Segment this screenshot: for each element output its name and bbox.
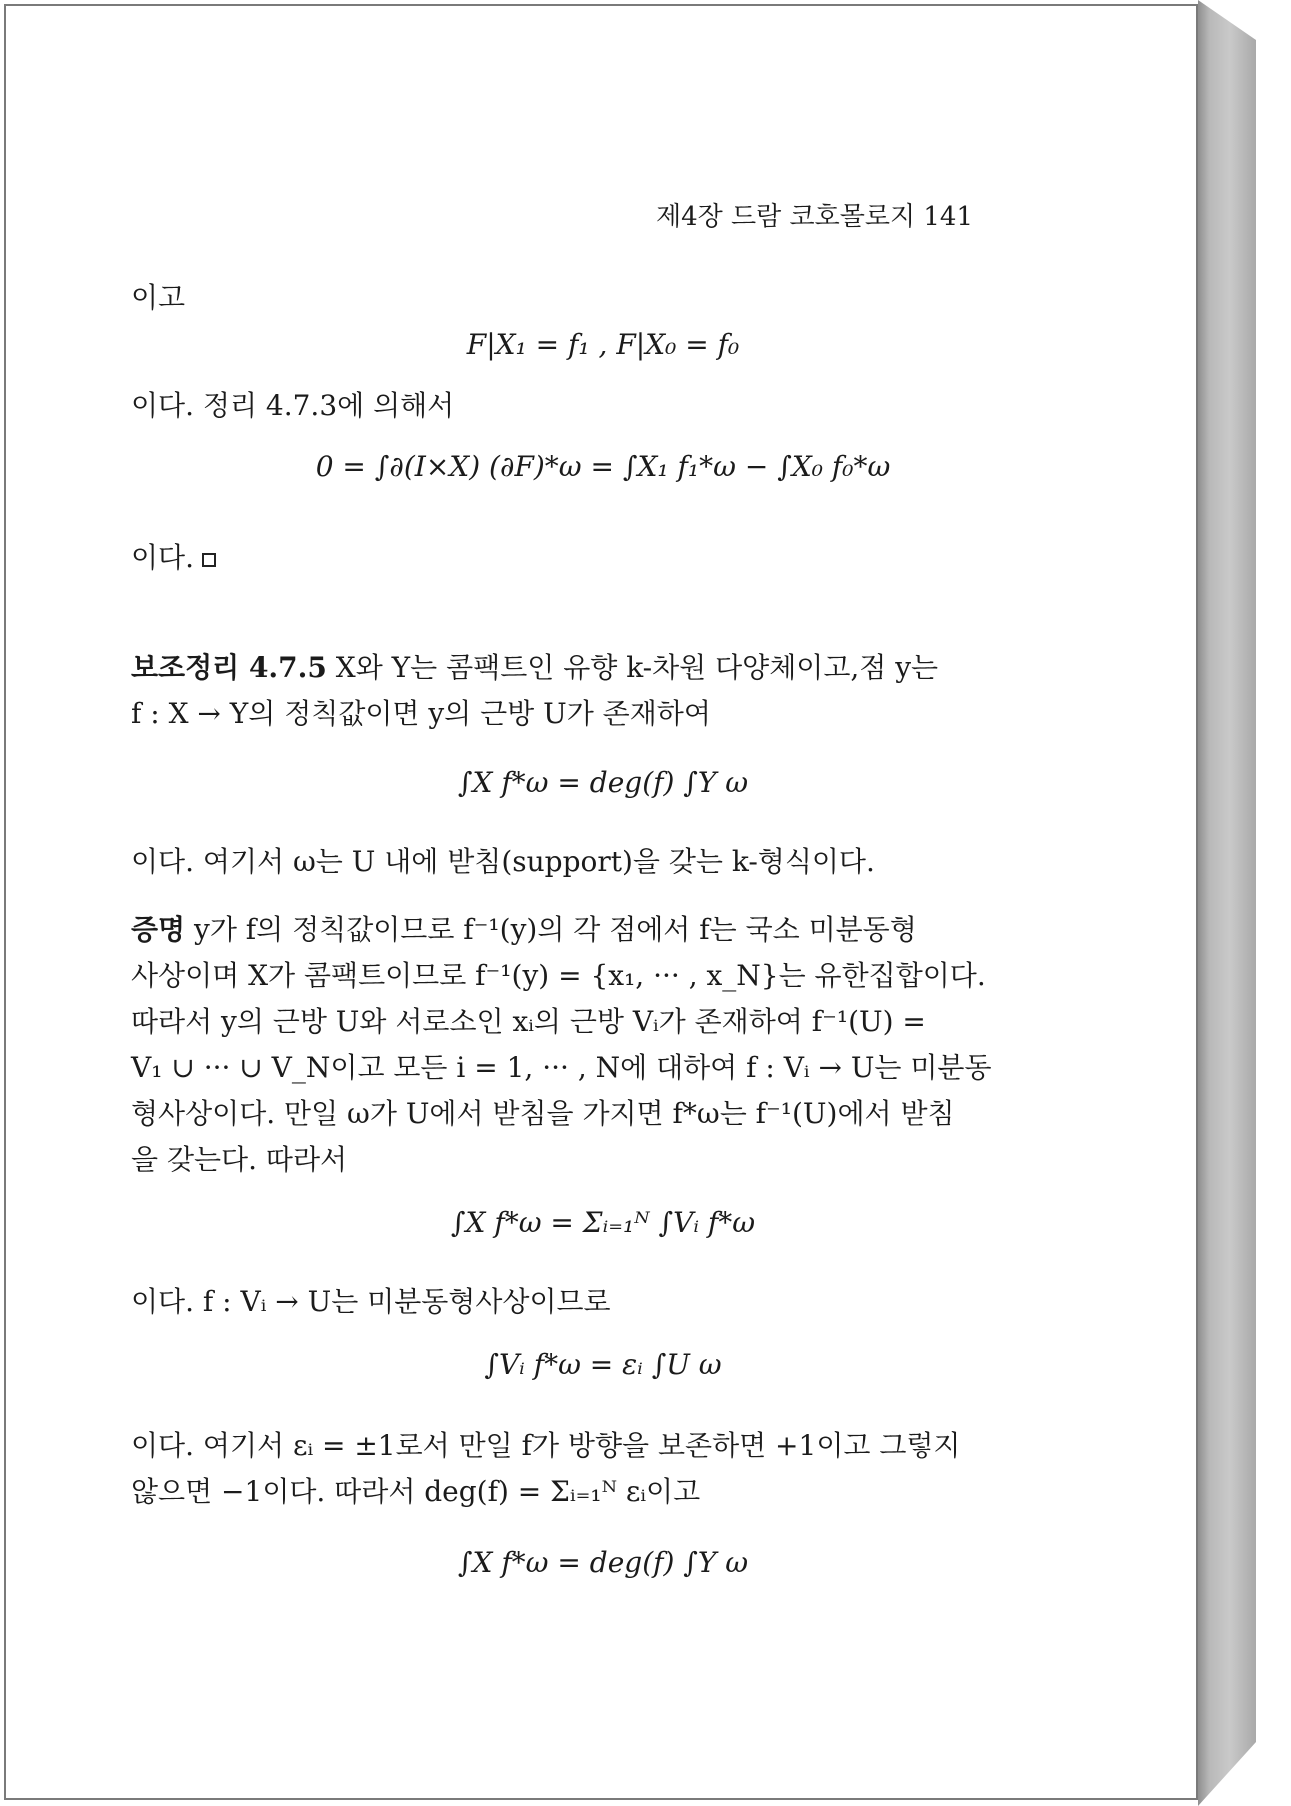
running-header: 제4장 드람 코호몰로지 141 xyxy=(656,202,974,232)
text-line: 이다. 정리 4.7.3에 의해서 xyxy=(131,389,455,422)
proof-label: 증명 xyxy=(131,913,186,946)
equation: 0 = ∫∂(I×X) (∂F)*ω = ∫X₁ f₁*ω − ∫X₀ f₀*ω xyxy=(315,450,891,483)
text-fragment: 이다. xyxy=(131,541,194,574)
equation: ∫Vᵢ f*ω = εᵢ ∫U ω xyxy=(484,1348,722,1381)
equation: ∫X f*ω = deg(f) ∫Y ω xyxy=(457,766,749,799)
lemma-line-2: f : X → Y의 정칙값이면 y의 근방 U가 존재하여 xyxy=(131,697,711,730)
text-line xyxy=(131,538,216,578)
lemma-label: 보조정리 4.7.5 xyxy=(131,651,327,684)
proof-line: V₁ ∪ ··· ∪ V_N이고 모든 i = 1, ··· , N에 대하여 f : Vᵢ → U는 미분동 xyxy=(131,1051,992,1084)
equation: F|X₁ = f₁ , F|X₀ = f₀ xyxy=(466,328,740,361)
proof-line: 사상이며 X가 콤팩트이므로 f⁻¹(y) = {x₁, ··· , x_N}는 유한집합이다. xyxy=(131,959,986,992)
equation: ∫X f*ω = Σᵢ₌₁ᴺ ∫Vᵢ f*ω xyxy=(450,1206,756,1239)
proof-line-1 xyxy=(131,910,917,950)
text-line: 않으면 −1이다. 따라서 deg(f) = Σᵢ₌₁ᴺ εᵢ이고 xyxy=(131,1475,701,1508)
book-spine xyxy=(1198,0,1256,1806)
proof-line: 을 갖는다. 따라서 xyxy=(131,1143,348,1176)
qed-square-icon xyxy=(202,553,216,567)
text-line: 이고 xyxy=(131,281,186,314)
proof-text: y가 f의 정칙값이므로 f⁻¹(y)의 각 점에서 f는 국소 미분동형 xyxy=(194,913,917,946)
equation: ∫X f*ω = deg(f) ∫Y ω xyxy=(457,1546,749,1579)
page xyxy=(4,4,1198,1800)
text-line: 이다. 여기서 εᵢ = ±1로서 만일 f가 방향을 보존하면 +1이고 그렇지 xyxy=(131,1429,961,1462)
proof-line: 형사상이다. 만일 ω가 U에서 받침을 가지면 f*ω는 f⁻¹(U)에서 받침 xyxy=(131,1097,955,1130)
lemma-line-1 xyxy=(131,648,938,688)
proof-line: 따라서 y의 근방 U와 서로소인 xᵢ의 근방 Vᵢ가 존재하여 f⁻¹(U) = xyxy=(131,1005,926,1038)
lemma-text: X와 Y는 콤팩트인 유향 k-차원 다양체이고,점 y는 xyxy=(335,651,939,684)
text-line: 이다. f : Vᵢ → U는 미분동형사상이므로 xyxy=(131,1285,611,1318)
text-line: 이다. 여기서 ω는 U 내에 받침(support)을 갖는 k-형식이다. xyxy=(131,845,875,878)
